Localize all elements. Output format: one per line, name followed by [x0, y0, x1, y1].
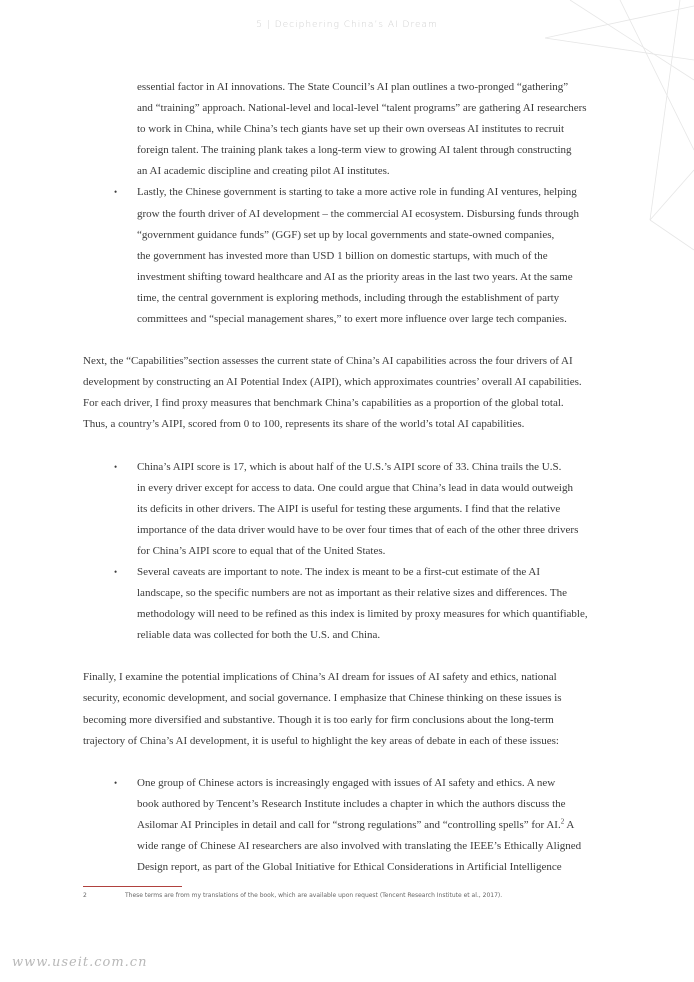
text-line: Thus, a country’s AIPI, scored from 0 to 100, represents its share of the world’s total AI capabilities. [83, 418, 525, 431]
text-line: wide range of Chinese AI researchers are also involved with translating the IEEE’s Ethically Aligned [137, 840, 582, 852]
text-line: “government guidance funds” (GGF) set up by local governments and state-owned companies, [137, 228, 555, 241]
footnote-ref[interactable]: 2 [560, 817, 565, 826]
bullet-glyph: • [114, 461, 118, 472]
text-line: Finally, I examine the potential implications of China’s AI dream for issues of AI safety and ethics, national [83, 671, 557, 684]
bullet-item-funding [83, 182, 613, 330]
body-text [83, 77, 613, 878]
text-line: essential factor in AI innovations. The State Council’s AI plan outlines a two-pronged “gathering” [137, 81, 569, 93]
text-line: Next, the “Capabilities”section assesses the current state of China’s AI capabilities across the four drivers of AI [83, 355, 573, 368]
text-line: trajectory of China’s AI development, it is useful to highlight the key areas of debate in each of these issues: [83, 734, 559, 747]
text-line: for China’s AIPI score to equal that of the United States. [137, 544, 386, 557]
bullet-glyph: • [114, 777, 118, 788]
text-line: investment shifting toward healthcare and AI as the priority areas in the last two years. At the same [137, 270, 573, 283]
text-line: China’s AIPI score is 17, which is about half of the U.S.’s AIPI score of 33. China trails the U.S. [137, 460, 562, 473]
text-line: to work in China, while China’s tech giants have set up their own overseas AI institutes to recruit [137, 123, 565, 136]
text-line: reliable data was collected for both the U.S. and China. [137, 629, 381, 642]
text-line: time, the central government is exploring methods, including through the establishment of party [137, 291, 560, 304]
text-line: an AI academic discipline and creating pilot AI institutes. [137, 165, 390, 178]
text-line: Several caveats are important to note. The index is meant to be a first-cut estimate of the AI [137, 565, 540, 578]
text-line: security, economic development, and social governance. I emphasize that Chinese thinking on these issues is [83, 692, 562, 705]
running-head: 5 | Deciphering China’s AI Dream [256, 20, 438, 30]
text-segment: A [564, 818, 575, 831]
text-line: methodology will need to be refined as this index is limited by proxy measures for which quantifiable, [137, 608, 588, 621]
bullet-list-aipi [83, 457, 613, 647]
bullet-glyph: • [114, 566, 118, 577]
text-line: in every driver except for access to data. One could argue that China’s lead in data would outweigh [137, 481, 573, 494]
bullet-item-aipi-score [83, 457, 613, 562]
bullet-item-ethics [83, 773, 613, 878]
text-line: development by constructing an AI Potential Index (AIPI), which approximates countries’ overall AI capabilities. [83, 376, 582, 389]
text-line-with-footnote [137, 815, 613, 836]
text-line: the government has invested more than USD 1 billion on domestic startups, with much of the [137, 249, 548, 262]
watermark: www.useit.com.cn [12, 955, 148, 970]
text-segment: Asilomar AI Principles in detail and call for “strong regulations” and “controlling spells” for AI. [137, 818, 561, 831]
text-line: Lastly, the Chinese government is starting to take a more active role in funding AI ventures, helping [137, 186, 577, 199]
text-line: Design report, as part of the Global Initiative for Ethical Considerations in Artificial Intelligence [137, 861, 562, 874]
text-line: committees and “special management shares,” to exert more influence over large tech companies. [137, 313, 567, 326]
text-line: becoming more diversified and substantive. Though it is too early for firm conclusions about the long-term [83, 713, 554, 726]
bullet-list-ethics [83, 773, 613, 878]
footnote-divider [83, 886, 182, 887]
footnote-number: 2 [83, 892, 87, 899]
text-line: One group of Chinese actors is increasingly engaged with issues of AI safety and ethics. A new [137, 776, 556, 789]
text-line: grow the fourth driver of AI development – the commercial AI ecosystem. Disbursing funds through [137, 207, 580, 220]
bullet-glyph: • [114, 187, 118, 198]
footnote-text: These terms are from my translations of the book, which are available upon request (Tencent Research Institute et al., 2017). [125, 892, 503, 899]
paragraph-capabilities [83, 351, 613, 435]
text-line: foreign talent. The training plank takes a long-term view to growing AI talent through constructing [137, 144, 572, 157]
text-line: landscape, so the specific numbers are not as important as their relative sizes and differences. The [137, 587, 567, 600]
bullet-item-caveats [83, 562, 613, 646]
text-line: its deficits in other drivers. The AIPI is useful for testing these arguments. I find that the relative [137, 502, 561, 515]
text-line: For each driver, I find proxy measures that benchmark China’s capabilities as a proportion of the global total. [83, 397, 564, 410]
text-line: and “training” approach. National-level and local-level “talent programs” are gathering AI researchers [137, 102, 587, 115]
paragraph-implications [83, 667, 613, 751]
text-line: book authored by Tencent’s Research Institute includes a chapter in which the authors discuss the [137, 797, 566, 810]
bullet-list-funding [83, 182, 613, 330]
text-line: importance of the data driver would have to be over four times that of each of the other three drivers [137, 523, 579, 536]
continued-bullet-text [83, 77, 613, 182]
